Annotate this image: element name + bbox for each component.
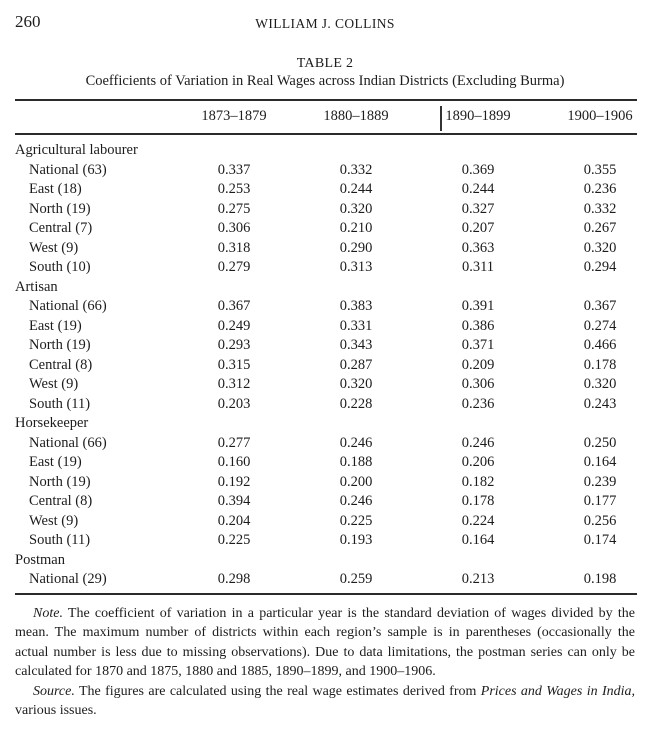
table-row — [15, 336, 650, 356]
value-cell: 0.311 — [461, 259, 495, 275]
value-cell: 0.306 — [217, 220, 251, 236]
row-label: National (29) — [29, 571, 107, 587]
value-cell: 0.318 — [217, 239, 251, 256]
value-cell: 0.315 — [217, 356, 251, 373]
value-cell: 0.206 — [461, 454, 495, 470]
table-row — [15, 239, 650, 259]
table-row — [15, 317, 650, 337]
value-cell: 0.294 — [583, 259, 617, 275]
value-cell: 0.277 — [217, 434, 251, 451]
page-number: 260 — [15, 12, 41, 31]
value-cell: 0.259 — [339, 571, 373, 587]
value-cell: 0.337 — [217, 161, 251, 178]
value-cell: 0.298 — [217, 571, 251, 587]
table-body — [0, 135, 650, 590]
value-cell: 0.178 — [461, 493, 495, 509]
value-cell: 0.225 — [217, 532, 251, 548]
value-cell: 0.327 — [461, 200, 495, 217]
value-cell: 0.188 — [339, 454, 373, 470]
value-cell: 0.224 — [461, 512, 495, 529]
value-cell: 0.290 — [339, 239, 373, 256]
value-cell: 0.267 — [583, 220, 617, 236]
value-cell: 0.320 — [339, 200, 373, 217]
table-row — [15, 453, 650, 473]
value-cell: 0.192 — [217, 473, 251, 490]
value-cell: 0.279 — [217, 259, 251, 275]
row-label: East (19) — [29, 317, 82, 334]
section-label: Horsekeeper — [15, 415, 89, 431]
source-title-italic: Prices and Wages in India, — [480, 683, 636, 699]
table-row — [15, 531, 650, 551]
value-cell: 0.466 — [583, 337, 617, 353]
value-cell: 0.204 — [217, 512, 251, 529]
value-cell: 0.209 — [461, 356, 495, 373]
value-cell: 0.243 — [583, 395, 617, 412]
table-notes — [15, 604, 635, 721]
row-label: South (11) — [29, 532, 91, 548]
note-text: The coefficient of variation in a particular year is the standard deviation of wages divided by the mean. The maximum number of districts within each region’s sample is in parentheses (occasionally the actual number is less due to missing observations). Due to data limitations, the postman series can only be calculated for 1870 and 1875, 1880 and 1885, 1890–1899, and 1900–1906. — [15, 605, 635, 679]
row-label: East (19) — [29, 454, 82, 470]
value-cell: 0.355 — [583, 161, 617, 178]
table-label: TABLE 2 — [296, 56, 354, 71]
value-cell: 0.207 — [461, 220, 495, 236]
row-label: National (66) — [29, 434, 107, 451]
value-cell: 0.367 — [217, 298, 251, 314]
value-cell: 0.246 — [339, 434, 373, 451]
value-cell: 0.253 — [217, 181, 251, 197]
value-cell: 0.213 — [461, 571, 495, 587]
value-cell: 0.177 — [583, 493, 617, 509]
source-label: Source. — [33, 683, 75, 699]
row-label: Central (7) — [29, 220, 93, 236]
value-cell: 0.332 — [339, 161, 373, 178]
row-label: West (9) — [29, 376, 79, 392]
table-row — [15, 473, 650, 493]
value-cell: 0.160 — [217, 454, 251, 470]
row-label: North (19) — [29, 200, 91, 217]
value-cell: 0.164 — [461, 532, 495, 548]
section-label: Postman — [15, 551, 65, 568]
running-head-author: WILLIAM J. COLLINS — [255, 16, 395, 31]
value-cell: 0.164 — [583, 454, 617, 470]
value-cell: 0.391 — [461, 298, 495, 314]
column-header-period-4: 1900–1906 — [567, 108, 633, 124]
table-row — [15, 200, 650, 220]
row-label: East (18) — [29, 181, 82, 197]
section-row — [15, 141, 650, 161]
value-cell: 0.182 — [461, 473, 495, 490]
value-cell: 0.203 — [217, 395, 251, 412]
scan-artifact-line — [440, 106, 442, 131]
value-cell: 0.210 — [339, 220, 373, 236]
value-cell: 0.274 — [583, 317, 617, 334]
column-header-period-3: 1890–1899 — [445, 108, 511, 124]
table-row — [15, 492, 650, 512]
table-bottom-rule — [15, 593, 637, 595]
table-row — [15, 512, 650, 532]
section-label: Artisan — [15, 278, 58, 295]
value-cell: 0.198 — [583, 571, 617, 587]
value-cell: 0.193 — [339, 532, 373, 548]
source-text-after: various issues. — [15, 703, 97, 718]
row-label: National (63) — [29, 161, 107, 178]
value-cell: 0.246 — [461, 434, 495, 451]
section-row — [15, 551, 650, 571]
table-row — [15, 375, 650, 395]
value-cell: 0.331 — [339, 317, 373, 334]
value-cell: 0.320 — [583, 239, 617, 256]
column-header-period-2: 1880–1889 — [323, 108, 389, 124]
value-cell: 0.275 — [217, 200, 251, 217]
value-cell: 0.250 — [583, 434, 617, 451]
value-cell: 0.332 — [583, 200, 617, 217]
row-label: Central (8) — [29, 493, 93, 509]
table-row — [15, 180, 650, 200]
value-cell: 0.306 — [461, 376, 495, 392]
table-row — [15, 219, 650, 239]
value-cell: 0.228 — [339, 395, 373, 412]
value-cell: 0.236 — [461, 395, 495, 412]
value-cell: 0.236 — [583, 181, 617, 197]
column-header-period-1: 1873–1879 — [201, 108, 267, 124]
value-cell: 0.383 — [339, 298, 373, 314]
table-row — [15, 258, 650, 278]
value-cell: 0.293 — [217, 337, 251, 353]
value-cell: 0.371 — [461, 337, 495, 353]
source-paragraph — [15, 682, 635, 721]
row-label: South (10) — [29, 259, 91, 275]
note-paragraph — [15, 604, 635, 682]
table-row — [15, 434, 650, 454]
value-cell: 0.313 — [339, 259, 373, 275]
value-cell: 0.174 — [583, 532, 617, 548]
value-cell: 0.239 — [583, 473, 617, 490]
section-row — [15, 278, 650, 298]
table-title: Coefficients of Variation in Real Wages across Indian Districts (Excluding Burma) — [85, 73, 565, 89]
running-header — [0, 0, 650, 34]
row-label: North (19) — [29, 473, 91, 490]
table-row — [15, 161, 650, 181]
row-label: West (9) — [29, 512, 79, 529]
note-label: Note. — [33, 605, 63, 621]
table-row — [15, 356, 650, 376]
column-header-spacer — [15, 107, 173, 125]
value-cell: 0.343 — [339, 337, 373, 353]
value-cell: 0.246 — [339, 493, 373, 509]
value-cell: 0.394 — [217, 493, 251, 509]
value-cell: 0.225 — [339, 512, 373, 529]
table-row — [15, 395, 650, 415]
table-row — [15, 297, 650, 317]
value-cell: 0.249 — [217, 317, 251, 334]
value-cell: 0.367 — [583, 298, 617, 314]
value-cell: 0.178 — [583, 356, 617, 373]
value-cell: 0.256 — [583, 512, 617, 529]
value-cell: 0.244 — [461, 181, 495, 197]
value-cell: 0.200 — [339, 473, 373, 490]
value-cell: 0.369 — [461, 161, 495, 178]
row-label: National (66) — [29, 298, 107, 314]
table-row — [15, 570, 650, 590]
row-label: North (19) — [29, 337, 91, 353]
row-label: South (11) — [29, 395, 91, 412]
value-cell: 0.244 — [339, 181, 373, 197]
row-label: Central (8) — [29, 356, 93, 373]
section-label: Agricultural labourer — [15, 142, 138, 158]
value-cell: 0.320 — [339, 376, 373, 392]
value-cell: 0.312 — [217, 376, 251, 392]
value-cell: 0.386 — [461, 317, 495, 334]
value-cell: 0.363 — [461, 239, 495, 256]
section-row — [15, 414, 650, 434]
value-cell: 0.320 — [583, 376, 617, 392]
value-cell: 0.287 — [339, 356, 373, 373]
table-column-header-row — [15, 101, 650, 133]
source-text-before: The figures are calculated using the real wage estimates derived from — [74, 683, 481, 699]
row-label: West (9) — [29, 239, 79, 256]
